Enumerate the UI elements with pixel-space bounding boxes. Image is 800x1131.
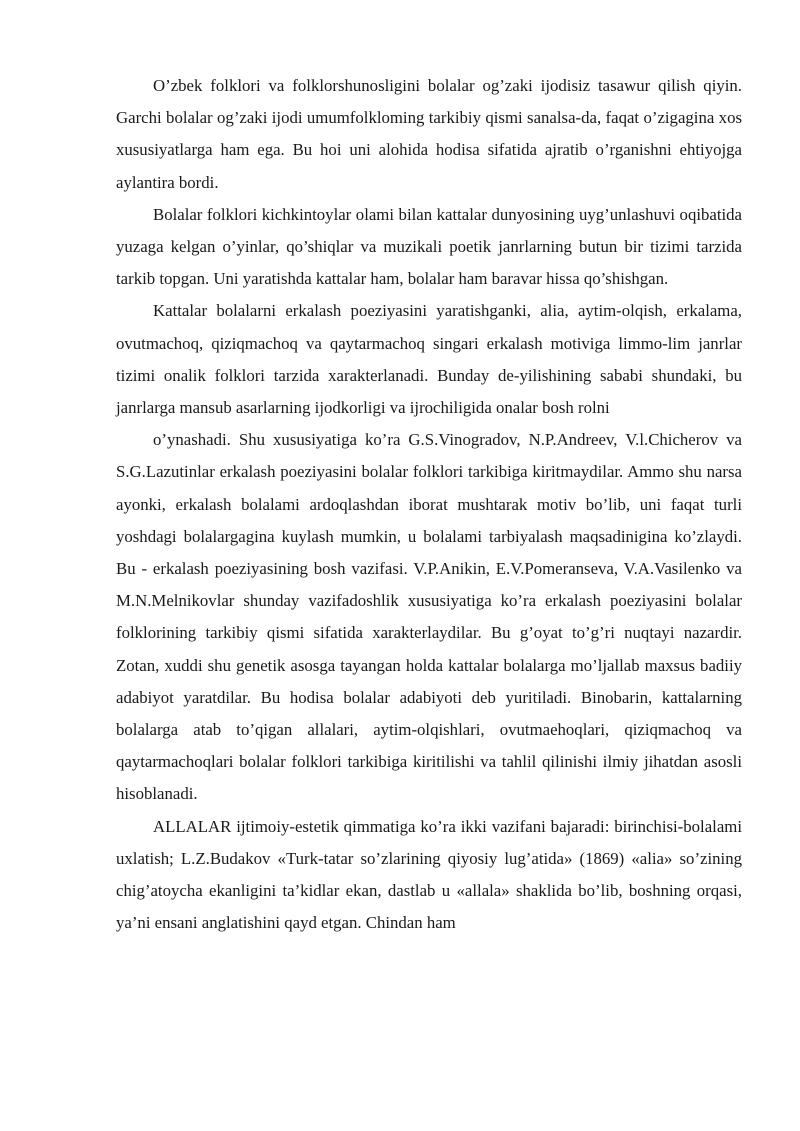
- paragraph-kattalar: Kattalar bolalarni erkalash poeziyasini yaratishganki, alia, aytim-olqish, erkalama, ovutmachoq, qiziqmachoq va qaytarmachoq singari erkalash motiviga limmo-lim janrlar tizimi onalik folklori tarzida xarakterlanadi. Bunday de-yilishining sababi shundaki, bu janrlarga mansub asarlarning ijodkorligi va ijrochiligida onalar bosh rolni: [116, 301, 742, 418]
- paragraph-allalar: ALLALAR ijtimoiy-estetik qimmatiga ko’ra ikki vazifani bajaradi: birinchisi-bolalami uxlatish; L.Z.Budakov «Turk-tatar so’zlarining qiyosiy lug’atida» (1869) «alia» so’zining chig’atoycha ekanligini ta’kidlar ekan, dastlab u «allala» shaklida bo’lib, boshning orqasi, ya’ni ensani anglatishini qayd etgan. Chindan ham: [116, 816, 742, 933]
- document-page: [116, 70, 742, 939]
- paragraph-bolalar-folklori: Bolalar folklori kichkintoylar olami bilan kattalar dunyosining uyg’unlashuvi oqibatida yuzaga kelgan o’yinlar, qo’shiqlar va muzikali poetik janrlarning butun bir tizimi tarzida tarkib topgan. Uni yaratishda kattalar ham, bolalar ham baravar hissa qo’shishgan.: [116, 204, 742, 289]
- paragraph-erkalash: o’ynashadi. Shu xususiyatiga ko’ra G.S.Vinogradov, N.P.Andreev, V.l.Chicherov va S.G.Lazutinlar erkalash poeziyasini bolalar folklori tarkibiga kiritmaydilar. Ammo shu narsa ayonki, erkalash bolalami ardoqlashdan iborat mushtarak motiv bo’lib, uni faqat turli yoshdagi bolalargagina kuylash mumkin, u bolalami tarbiyalash maqsadinigina ko’zlaydi. Bu - erkalash poeziyasining bosh vazifasi. V.P.Anikin, E.V.Pomeranseva, V.A.Vasilenko va M.N.Melnikovlar shunday vazifadoshlik xususiyatiga ko’ra erkalash poeziyasini bolalar folklorining tarkibiy qismi sifatida xarakterlaydilar. Bu g’oyat to’g’ri nuqtayi nazardir. Zotan, xuddi shu genetik asosga tayangan holda kattalar bolalarga mo’ljallab maxsus badiiy adabiyot yaratdilar. Bu hodisa bolalar adabiyoti deb yuritiladi. Binobarin, kattalarning bolalarga atab to’qigan allalari, aytim-olqishlari, ovutmaehoqlari, qiziqmachoq va qaytarmachoqlari bolalar folklori tarkibiga kiritilishi va tahlil qilinishi ilmiy jihatdan asosli hisoblanadi.: [116, 430, 742, 804]
- paragraph-intro: O’zbek folklori va folklorshunosligini bolalar og’zaki ijodisiz tasawur qilish qiyin. Garchi bolalar og’zaki ijodi umumfolkloming tarkibiy qismi sanalsa-da, faqat o’zigagina xos xususiyatlarga ham ega. Bu hoi uni alohida hodisa sifatida ajratib o’rganishni ehtiyojga aylantira bordi.: [116, 76, 742, 192]
